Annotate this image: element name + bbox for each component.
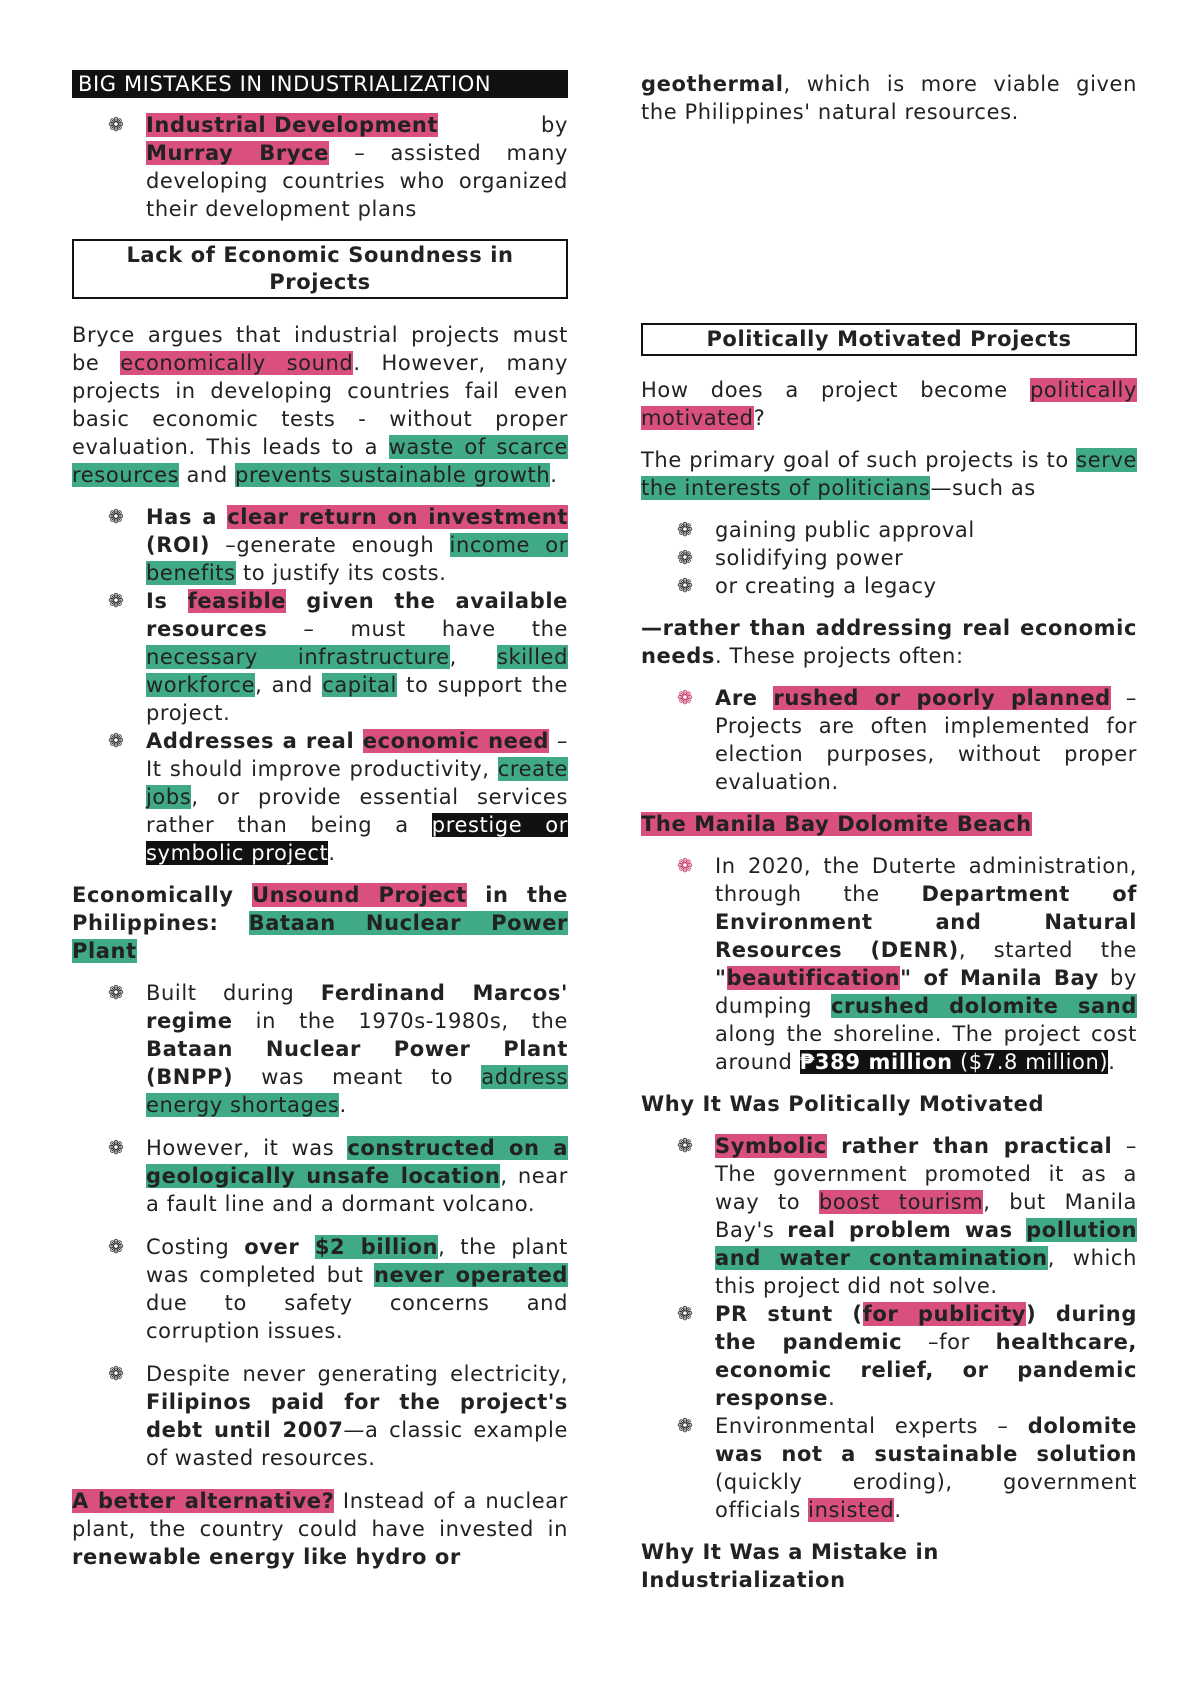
gear-icon: ❁ xyxy=(677,855,694,877)
list-item: ❁ solidifying power xyxy=(677,546,904,570)
section-heading-box: Politically Motivated Projects xyxy=(641,323,1137,356)
bnpp-list xyxy=(72,979,568,1472)
list-item: ❁ Has a clear return on investment (ROI) –generate enough income or benefits to justify its costs. xyxy=(108,505,568,585)
gear-icon: ❁ xyxy=(677,575,694,597)
why-list xyxy=(641,1132,1137,1524)
gear-icon: ❁ xyxy=(108,1236,125,1258)
section-heading xyxy=(641,810,1137,838)
gear-icon: ❁ xyxy=(108,1137,125,1159)
highlight: A better alternative? xyxy=(72,1489,335,1513)
highlight: prevents sustainable growth xyxy=(235,463,551,487)
goals-list xyxy=(641,516,1137,600)
highlight: $2 billion xyxy=(314,1235,439,1259)
highlight: serve the interests of politicians xyxy=(641,448,1137,500)
gear-icon: ❁ xyxy=(677,687,694,709)
highlight: income or benefits xyxy=(146,533,568,585)
list-item: ❁ Built during Ferdinand Marcos' regime in the 1970s-1980s, the Bataan Nuclear Power Plant (BNPP) was meant to address energy shortages. xyxy=(108,981,568,1117)
gear-icon: ❁ xyxy=(108,590,125,612)
highlight: constructed on a geologically unsafe location xyxy=(146,1136,569,1188)
gear-icon: ❁ xyxy=(677,547,694,569)
list-item: ❁ Addresses a real economic need – It should improve productivity, create jobs, or provide essential services rather than being a prestige or symbolic project. xyxy=(108,729,568,865)
paragraph: The primary goal of such projects is to serve the interests of politicians—such as xyxy=(641,448,1137,500)
highlight: capital xyxy=(322,673,397,697)
paragraph: geothermal, which is more viable given the Philippines' natural resources. xyxy=(641,72,1137,124)
right-column xyxy=(641,70,1137,1594)
section-heading: Economically Unsound Project in the Philippines: Bataan Nuclear Power Plant xyxy=(72,883,568,963)
highlight: insisted xyxy=(808,1498,895,1522)
list-item: ❁ In 2020, the Duterte administration, through the Department of Environment and Natural Resources (DENR), started the "beautification" of Manila Bay by dumping crushed dolomite sand along the shoreline. The project cost around ₱389 million ($7.8 million). xyxy=(677,854,1137,1074)
gear-icon: ❁ xyxy=(677,519,694,541)
paragraph: Bryce argues that industrial projects must be economically sound. However, many projects in developing countries fail even basic economic tests - without proper evaluation. This leads to a waste of scarce resources and prevents sustainable growth. xyxy=(72,323,568,487)
list-item: ❁ Are rushed or poorly planned – Projects are often implemented for election purposes, without proper evaluation. xyxy=(677,686,1137,794)
gear-icon: ❁ xyxy=(108,114,125,136)
gear-icon: ❁ xyxy=(677,1303,694,1325)
highlight: economic need xyxy=(362,729,549,753)
list-item: ❁ PR stunt (for publicity) during the pandemic –for healthcare, economic relief, or pandemic response. xyxy=(677,1302,1138,1410)
list-item xyxy=(72,111,568,223)
list-item: ❁ gaining public approval xyxy=(677,518,975,542)
section-heading: Why It Was a Mistake in Industrialization xyxy=(641,1540,939,1592)
highlight: waste of scarce resources xyxy=(72,435,568,487)
highlight: beautification xyxy=(726,966,901,990)
list-item: ❁ Environmental experts – dolomite was not a sustainable solution (quickly eroding), government officials insisted. xyxy=(677,1414,1137,1522)
text: – assisted many developing countries who organized their development plans xyxy=(146,141,569,221)
intro-list xyxy=(72,111,568,223)
highlight: create jobs xyxy=(146,757,568,809)
highlight-author: Murray Bryce xyxy=(146,141,329,165)
highlight-black: ₱389 million ($7.8 million) xyxy=(799,1050,1109,1074)
list-item: ❁ Symbolic rather than practical – The government promoted it as a way to boost tourism, but Manila Bay's real problem was pollution and water contamination, which this project did not solve. xyxy=(677,1134,1138,1298)
highlight: address energy shortages xyxy=(146,1065,568,1117)
highlight: Bataan Nuclear Power Plant xyxy=(72,911,568,963)
gear-icon: ❁ xyxy=(677,1135,694,1157)
manila-list xyxy=(641,852,1137,1076)
highlight: boost tourism xyxy=(818,1190,984,1214)
gear-icon: ❁ xyxy=(108,982,125,1004)
highlight: never operated xyxy=(373,1263,568,1287)
gear-icon: ❁ xyxy=(677,1415,694,1437)
text: by xyxy=(541,113,568,137)
list-item: ❁ Is feasible given the available resources – must have the necessary infrastructure, skilled workforce, and capital to support the project. xyxy=(108,589,569,725)
highlight: for publicity xyxy=(862,1302,1027,1326)
highlight: politically motivated xyxy=(641,378,1137,430)
list-item: ❁ or creating a legacy xyxy=(677,574,937,598)
highlight: feasible xyxy=(187,589,287,613)
list-item: ❁ Costing over $2 billion, the plant was completed but never operated due to safety concerns and corruption issues. xyxy=(108,1235,568,1343)
list-item: ❁ However, it was constructed on a geologically unsafe location, near a fault line and a dormant volcano. xyxy=(108,1136,569,1216)
highlight: crushed dolomite sand xyxy=(830,994,1137,1018)
gear-icon: ❁ xyxy=(108,506,125,528)
criteria-list xyxy=(72,503,568,867)
paragraph: How does a project become politically motivated? xyxy=(641,378,1137,430)
highlight: pollution and water contamination xyxy=(715,1218,1137,1270)
highlight-black: prestige or symbolic project xyxy=(146,813,568,865)
section-heading: Why It Was Politically Motivated xyxy=(641,1092,1045,1116)
highlight: necessary infrastructure xyxy=(146,645,450,669)
highlight: The Manila Bay Dolomite Beach xyxy=(641,812,1032,836)
paragraph: A better alternative? Instead of a nuclear plant, the country could have invested in renewable energy like hydro or xyxy=(72,1489,568,1569)
highlight: rushed or poorly planned xyxy=(773,686,1111,710)
list-item: ❁ Despite never generating electricity, Filipinos paid for the project's debt until 2007—a classic example of wasted resources. xyxy=(108,1362,568,1470)
highlight-term: Industrial Development xyxy=(146,113,439,137)
highlight: economically sound xyxy=(120,351,354,375)
gear-icon: ❁ xyxy=(108,1363,125,1385)
highlight: clear return on investment xyxy=(227,505,568,529)
rushed-list xyxy=(641,684,1137,796)
left-column xyxy=(72,70,568,1571)
page-title: BIG MISTAKES IN INDUSTRIALIZATION xyxy=(72,70,568,98)
gear-icon: ❁ xyxy=(108,730,125,752)
paragraph: —rather than addressing real economic needs. These projects often: xyxy=(641,616,1137,668)
highlight: Unsound Project xyxy=(252,883,467,907)
section-heading-box: Lack of Economic Soundness in Projects xyxy=(72,239,568,299)
highlight: Symbolic xyxy=(715,1134,827,1158)
highlight: skilled workforce xyxy=(146,645,568,697)
